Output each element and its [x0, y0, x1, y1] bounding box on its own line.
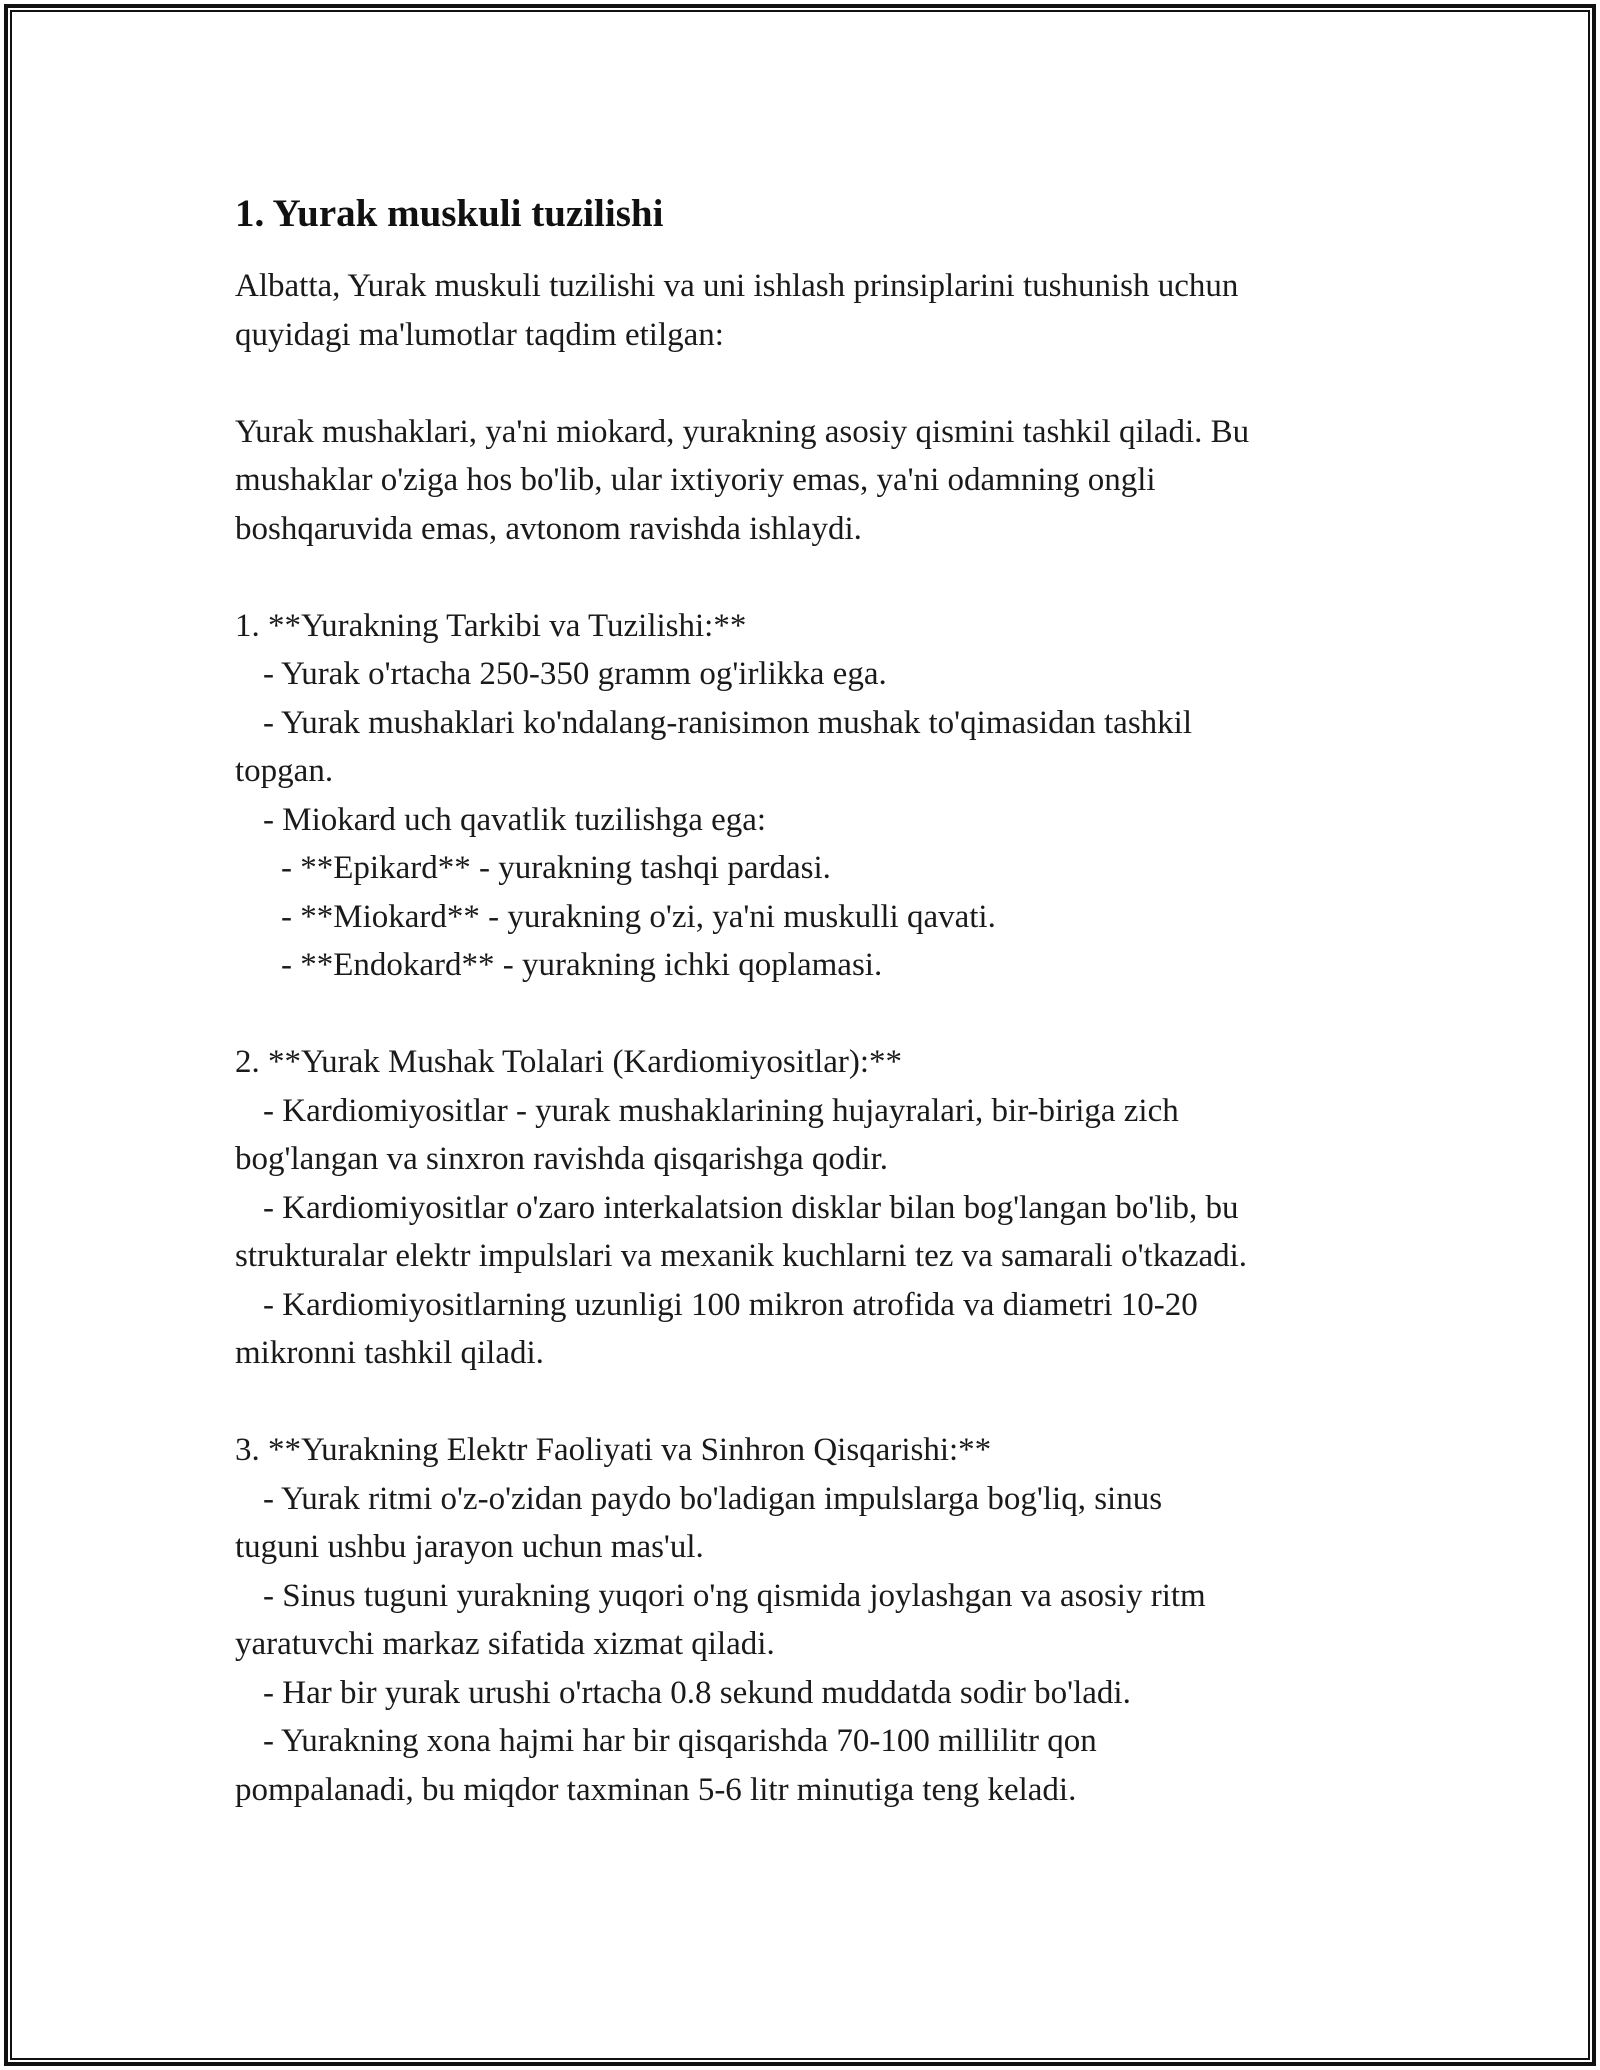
section-heading: 2. **Yurak Mushak Tolalari (Kardiomiyositlar):** — [235, 1044, 903, 1080]
list-item: - Har bir yurak urushi o'rtacha 0.8 sekund muddatda sodir bo'ladi. — [263, 1674, 1131, 1711]
blank-line — [235, 1378, 1385, 1427]
list-item: - Yurak o'rtacha 250-350 gramm og'irlikka ega. — [263, 656, 887, 692]
document-title: 1. Yurak muskuli tuzilishi — [235, 192, 664, 235]
section-heading: 3. **Yurakning Elektr Faoliyati va Sinhron Qisqarishi:** — [235, 1432, 992, 1468]
list-item: - Kardiomiyositlarning uzunligi 100 mikron atrofida va diametri 10-20 — [263, 1286, 1198, 1323]
text-line: boshqaruvida emas, avtonom ravishda ishlaydi. — [235, 510, 862, 547]
sub-list-item: - **Endokard** - yurakning ichki qoplamasi. — [281, 947, 883, 983]
list-item-continuation: pompalanadi, bu miqdor taxminan 5-6 litr minutiga teng keladi. — [235, 1771, 1077, 1808]
intro-paragraph — [235, 262, 1385, 359]
list-item: - Miokard uch qavatlik tuzilishga ega: — [263, 801, 767, 838]
list-item-continuation: bog'langan va sinxron ravishda qisqarishga qodir. — [235, 1141, 888, 1177]
list-item: - Yurakning xona hajmi har bir qisqarishda 70-100 millilitr qon — [263, 1723, 1097, 1759]
list-item-continuation: mikronni tashkil qiladi. — [235, 1335, 544, 1371]
text-line: mushaklar o'ziga hos bo'lib, ular ixtiyoriy emas, ya'ni odamning ongli — [235, 462, 1156, 498]
section-heading: 1. **Yurakning Tarkibi va Tuzilishi:** — [235, 607, 747, 644]
miokard-paragraph — [235, 408, 1385, 554]
list-item: - Kardiomiyositlar - yurak mushaklarining hujayralari, bir-biriga zich — [263, 1092, 1179, 1129]
text-line: quyidagi ma'lumotlar taqdim etilgan: — [235, 316, 724, 353]
sub-list-item: - **Miokard** - yurakning o'zi, ya'ni muskulli qavati. — [281, 898, 996, 935]
section-3 — [235, 1426, 1385, 1814]
text-line: Albatta, Yurak muskuli tuzilishi va uni ishlash prinsiplarini tushunish uchun — [235, 268, 1239, 304]
list-item-continuation: yaratuvchi markaz sifatida xizmat qiladi. — [235, 1626, 775, 1662]
text-line: Yurak mushaklari, ya'ni miokard, yurakning asosiy qismini tashkil qiladi. Bu — [235, 413, 1250, 450]
blank-line — [235, 990, 1385, 1039]
list-item-continuation: topgan. — [235, 753, 334, 789]
list-item: - Sinus tuguni yurakning yuqori o'ng qismida joylashgan va asosiy ritm — [263, 1577, 1206, 1614]
sub-list-item: - **Epikard** - yurakning tashqi pardasi. — [281, 850, 831, 886]
section-1 — [235, 602, 1385, 990]
section-2 — [235, 1038, 1385, 1378]
list-item: - Kardiomiyositlar o'zaro interkalatsion disklar bilan bog'langan bo'lib, bu — [263, 1189, 1239, 1226]
blank-line — [235, 359, 1385, 408]
document-body — [235, 188, 1385, 1814]
blank-line — [235, 553, 1385, 602]
list-item-continuation: tuguni ushbu jarayon uchun mas'ul. — [235, 1529, 704, 1565]
list-item: - Yurak ritmi o'z-o'zidan paydo bo'ladigan impulslarga bog'liq, sinus — [263, 1480, 1163, 1517]
list-item: - Yurak mushaklari ko'ndalang-ranisimon mushak to'qimasidan tashkil — [263, 704, 1192, 741]
list-item-continuation: strukturalar elektr impulslari va mexanik kuchlarni tez va samarali o'tkazadi. — [235, 1238, 1248, 1274]
